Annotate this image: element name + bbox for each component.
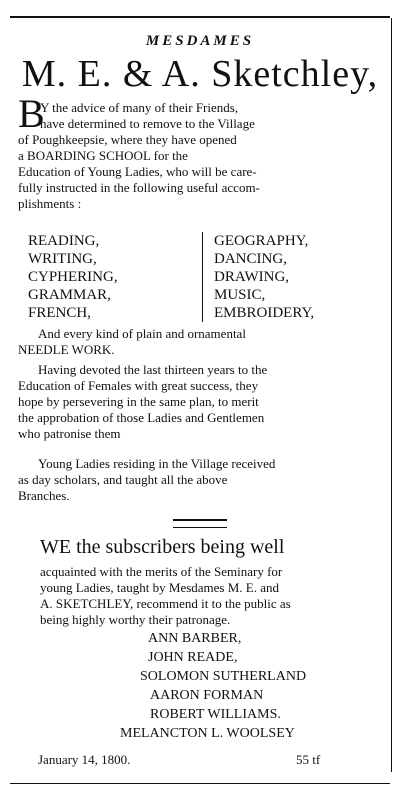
dropcap-letter: B bbox=[18, 91, 45, 136]
signer-name: JOHN READE, bbox=[148, 650, 238, 665]
subject-item: GEOGRAPHY, bbox=[214, 233, 309, 249]
subject-item: DANCING, bbox=[214, 251, 287, 267]
testimonial-line: being highly worthy their patronage. bbox=[40, 612, 231, 627]
testimonial-line: A. SKETCHLEY, recommend it to the public as bbox=[40, 596, 291, 611]
devoted-line: Education of Females with great success, they bbox=[18, 378, 259, 393]
subject-item: CYPHERING, bbox=[28, 269, 118, 285]
subject-item: EMBROIDERY, bbox=[214, 305, 315, 321]
needlework-line: And every kind of plain and ornamental bbox=[38, 326, 246, 341]
kicker-heading: MESDAMES bbox=[145, 33, 255, 49]
names-heading: M. E. & A. Sketchley, bbox=[21, 53, 379, 95]
needlework-line: NEEDLE WORK. bbox=[18, 342, 115, 357]
intro-line: Y the advice of many of their Friends, bbox=[40, 100, 239, 115]
subject-item: MUSIC, bbox=[214, 287, 266, 303]
devoted-line: who patronise them bbox=[18, 426, 121, 441]
dayscholars-line: as day scholars, and taught all the above bbox=[18, 472, 228, 487]
subjects-divider bbox=[202, 232, 203, 322]
intro-line: a BOARDING SCHOOL for the bbox=[18, 148, 188, 163]
testimonial-line: young Ladies, taught by Mesdames M. E. and bbox=[40, 580, 280, 595]
ad-code: 55 tf bbox=[296, 752, 321, 767]
devoted-line: the approbation of those Ladies and Gentlemen bbox=[18, 410, 265, 425]
signer-name: SOLOMON SUTHERLAND bbox=[140, 669, 307, 684]
subject-item: READING, bbox=[28, 233, 100, 249]
signer-name: ROBERT WILLIAMS. bbox=[150, 707, 281, 722]
signer-name: MELANCTON L. WOOLSEY bbox=[120, 726, 295, 741]
dayscholars-paragraph bbox=[18, 456, 382, 504]
needlework-paragraph bbox=[18, 326, 382, 358]
testimonial-paragraph bbox=[40, 564, 385, 628]
subject-item: WRITING, bbox=[28, 251, 97, 267]
subjects-left-column bbox=[28, 232, 118, 322]
dayscholars-line: Young Ladies residing in the Village received bbox=[38, 456, 276, 471]
date-line: January 14, 1800. bbox=[38, 752, 131, 767]
testimonial-opening: WE the subscribers being well bbox=[40, 536, 285, 558]
devoted-line: hope by persevering in the same plan, to merit bbox=[18, 394, 259, 409]
testimonial-line: acquainted with the merits of the Seminary for bbox=[40, 564, 283, 579]
dayscholars-line: Branches. bbox=[18, 488, 70, 503]
intro-paragraph bbox=[18, 100, 382, 212]
signer-name: AARON FORMAN bbox=[150, 688, 264, 703]
devoted-paragraph bbox=[18, 362, 382, 442]
intro-line: plishments : bbox=[18, 196, 82, 211]
devoted-line: Having devoted the last thirteen years to the bbox=[38, 362, 268, 377]
right-border bbox=[391, 18, 392, 772]
signer-name: ANN BARBER, bbox=[148, 631, 242, 646]
subject-item: FRENCH, bbox=[28, 305, 91, 321]
bottom-rule bbox=[10, 783, 390, 784]
subject-item: GRAMMAR, bbox=[28, 287, 111, 303]
intro-line: of Poughkeepsie, where they have opened bbox=[18, 132, 237, 147]
section-separator bbox=[173, 519, 227, 528]
subject-item: DRAWING, bbox=[214, 269, 290, 285]
intro-line: have determined to remove to the Village bbox=[40, 116, 255, 131]
top-rule bbox=[10, 16, 390, 18]
intro-line: Education of Young Ladies, who will be care- bbox=[18, 164, 257, 179]
intro-line: fully instructed in the following useful accom- bbox=[18, 180, 260, 195]
subjects-right-column bbox=[214, 232, 314, 322]
